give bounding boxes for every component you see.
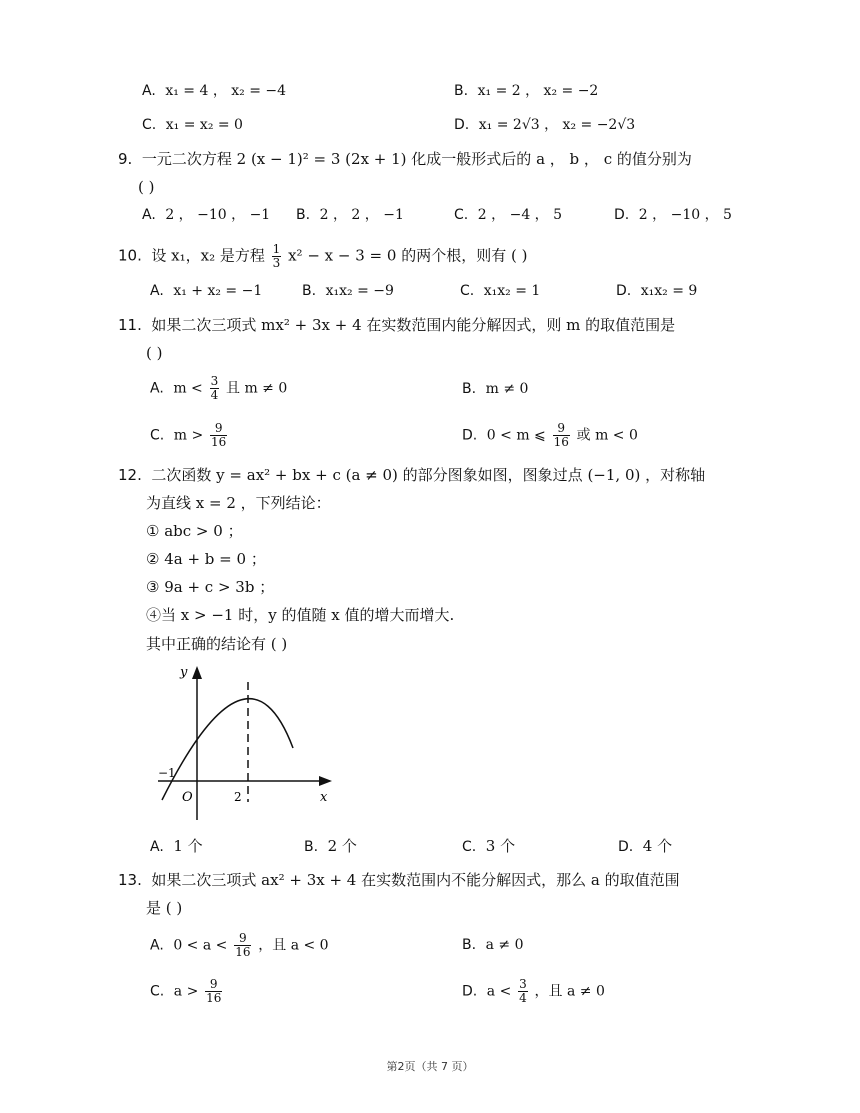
q8-option-a: [142, 80, 286, 101]
fraction-numerator: 9: [210, 422, 227, 436]
fraction-numerator: 9: [205, 978, 222, 992]
option-text-post: 且 m ≠ 0: [226, 380, 288, 397]
option-label: B.: [462, 937, 477, 953]
option-text: x₁ = 2√3 ， x₂ = −2√3: [478, 117, 636, 133]
fraction-denominator: 4: [210, 388, 219, 402]
q13-option-b: [462, 934, 524, 955]
q12-ask: 其中正确的结论有 ( ): [146, 635, 288, 653]
q12-stem-2: 为直线 x = 2 ，下列结论：: [146, 494, 331, 512]
option-label: B.: [302, 283, 317, 299]
option-label: B.: [462, 381, 477, 397]
fraction-denominator: 4: [519, 991, 527, 1005]
option-label: A.: [142, 207, 156, 223]
question-number: 11.: [118, 316, 142, 334]
option-text: x₁ = x₂ = 0: [165, 117, 243, 133]
q11-option-c: [150, 422, 229, 449]
q9-option-d: [614, 204, 732, 225]
origin-label: O: [182, 790, 193, 805]
fraction-numerator: 1: [272, 242, 281, 256]
option-text-pre: a <: [486, 983, 512, 1000]
fraction-numerator: 9: [553, 422, 570, 436]
q9-option-c: [454, 204, 562, 225]
option-text-post: ，且 a < 0: [258, 937, 329, 954]
option-text-pre: 0 < m ⩽: [486, 427, 546, 444]
fraction-denominator: 16: [553, 435, 569, 449]
option-label: C.: [460, 283, 475, 299]
option-text-pre: 0 < a <: [173, 937, 228, 954]
option-label: B.: [454, 83, 469, 99]
q9-option-b: [296, 204, 404, 225]
q12-conclusion-1: ① abc > 0 ；: [146, 522, 243, 540]
q10-stem: [118, 243, 527, 270]
option-label: A.: [150, 283, 164, 299]
option-text: 2 ， −10 ， 5: [638, 207, 732, 223]
question-text-post: x² − x − 3 = 0 的两个根，则有 ( ): [288, 246, 528, 265]
option-label: D.: [462, 983, 478, 1000]
q10-option-d: [616, 280, 697, 301]
option-label: B.: [304, 839, 319, 855]
option-text: 2 ， −4 ， 5: [477, 207, 563, 223]
question-number: 9.: [118, 150, 133, 168]
q9-paren: ( ): [138, 178, 155, 196]
option-label: C.: [142, 117, 157, 133]
fraction: [210, 375, 220, 402]
page-footer: 第2页（共 7 页）: [386, 1060, 474, 1073]
option-text: 2 个: [327, 837, 357, 855]
fraction-denominator: 16: [211, 435, 227, 449]
q8-option-d: [454, 114, 635, 135]
fraction: [205, 978, 222, 1005]
fraction-denominator: 16: [235, 945, 251, 959]
fraction: [210, 422, 227, 449]
option-text: 4 个: [642, 837, 673, 855]
option-text-post: 或 m < 0: [576, 427, 638, 444]
q10-option-a: [150, 280, 262, 301]
q9-option-a: [142, 204, 270, 225]
option-label: B.: [296, 207, 311, 223]
fraction-denominator: 16: [206, 991, 222, 1005]
fraction: [518, 978, 528, 1005]
fraction-numerator: 3: [210, 374, 219, 388]
q13-stem-2: 是 ( ): [146, 899, 183, 917]
q12-option-c: [462, 836, 515, 857]
option-label: A.: [150, 839, 164, 855]
parabola-graph: [150, 660, 350, 825]
y-axis-arrow-icon: [192, 666, 202, 679]
option-label: A.: [142, 83, 156, 99]
question-text: 如果二次三项式 ax² + 3x + 4 在实数范围内不能分解因式，那么 a 的取值范围: [151, 871, 680, 889]
question-text-pre: 设 x₁，x₂ 是方程: [151, 246, 265, 265]
option-text: x₁ + x₂ = −1: [173, 283, 263, 299]
q12-conclusion-2: ② 4a + b = 0 ；: [146, 550, 266, 568]
question-number: 12.: [118, 466, 142, 484]
q10-option-b: [302, 280, 394, 301]
q11-option-a: [150, 375, 287, 402]
option-text-pre: m >: [173, 427, 204, 444]
two-label: 2: [234, 790, 242, 804]
fraction: [234, 932, 251, 959]
q11-option-b: [462, 378, 528, 399]
y-axis-label: y: [180, 665, 188, 680]
option-text-post: ，且 a ≠ 0: [534, 983, 605, 1000]
q9-stem: [118, 149, 692, 169]
parabola-curve: [162, 699, 293, 800]
q11-option-d: [462, 422, 638, 449]
question-number: 10.: [118, 246, 142, 265]
option-label: D.: [616, 283, 632, 299]
fraction: [272, 243, 282, 270]
q12-option-b: [304, 836, 357, 857]
option-text-pre: m <: [173, 380, 203, 397]
option-label: C.: [150, 983, 165, 1000]
option-label: A.: [150, 937, 164, 954]
option-label: C.: [454, 207, 469, 223]
option-text: x₁x₂ = −9: [325, 283, 394, 299]
fraction: [553, 422, 570, 449]
fraction-numerator: 3: [519, 977, 527, 991]
option-text: x₁x₂ = 9: [640, 283, 698, 299]
q13-stem: [118, 870, 680, 890]
q13-option-a: [150, 932, 329, 959]
q12-conclusion-4: ④当 x > −1 时，y 的值随 x 值的增大而增大.: [146, 606, 455, 624]
option-label: C.: [462, 839, 477, 855]
neg-one-label: −1: [158, 766, 176, 780]
option-text: 1 个: [173, 837, 203, 855]
option-label: D.: [614, 207, 630, 223]
option-label: D.: [618, 839, 634, 855]
option-text: x₁ = 2 ， x₂ = −2: [477, 83, 599, 99]
q12-stem: [118, 465, 705, 485]
option-label: C.: [150, 427, 165, 444]
q13-option-d: [462, 978, 605, 1005]
x-axis-arrow-icon: [319, 776, 332, 786]
option-text: 3 个: [485, 837, 516, 855]
fraction-denominator: 3: [272, 256, 281, 270]
question-text: 如果二次三项式 mx² + 3x + 4 在实数范围内能分解因式，则 m 的取值范围是: [151, 316, 676, 334]
option-label: D.: [454, 117, 470, 133]
q8-option-b: [454, 80, 598, 101]
option-text-pre: a >: [173, 983, 199, 1000]
q13-option-c: [150, 978, 224, 1005]
q11-stem: [118, 315, 675, 335]
option-text: a ≠ 0: [485, 937, 524, 953]
option-label: D.: [462, 427, 478, 444]
option-text: m ≠ 0: [485, 381, 529, 397]
option-text: 2 ， −10 ， −1: [165, 207, 271, 223]
option-text: 2 ， 2 ， −1: [319, 207, 404, 223]
q10-option-c: [460, 280, 540, 301]
q12-conclusion-3: ③ 9a + c > 3b ；: [146, 578, 275, 596]
x-axis-label: x: [320, 790, 328, 805]
q8-option-c: [142, 114, 243, 135]
question-number: 13.: [118, 871, 142, 889]
fraction-numerator: 9: [234, 932, 251, 946]
question-text: 二次函数 y = ax² + bx + c (a ≠ 0) 的部分图象如图，图象过点 (−1, 0) ，对称轴: [151, 466, 706, 484]
option-text: x₁x₂ = 1: [483, 283, 541, 299]
option-label: A.: [150, 380, 164, 397]
question-text: 一元二次方程 2 (x − 1)² = 3 (2x + 1) 化成一般形式后的 a ， b ， c 的值分别为: [141, 150, 692, 168]
option-text: x₁ = 4 ， x₂ = −4: [165, 83, 287, 99]
q11-paren: ( ): [146, 344, 163, 362]
q12-option-d: [618, 836, 672, 857]
q12-option-a: [150, 836, 203, 857]
